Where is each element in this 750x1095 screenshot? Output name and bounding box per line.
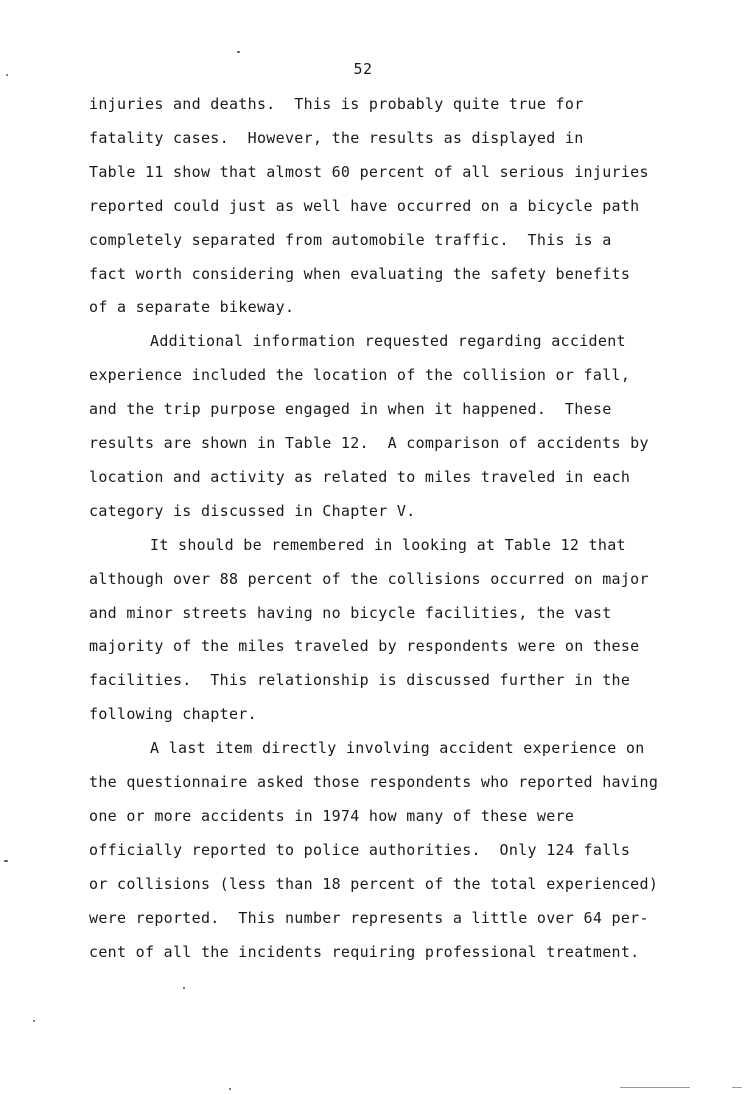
text-line: location and activity as related to miles traveled in each xyxy=(89,467,631,486)
text-line: fatality cases. However, the results as displayed in xyxy=(89,128,584,147)
scan-speck xyxy=(237,51,240,53)
text-line: It should be remembered in looking at Table 12 that xyxy=(150,535,626,554)
text-line: following chapter. xyxy=(89,705,257,724)
scan-speck xyxy=(229,1088,231,1090)
text-line: category is discussed in Chapter V. xyxy=(89,501,416,520)
text-line: majority of the miles traveled by respondents were on these xyxy=(89,637,640,656)
scan-speck xyxy=(4,860,8,862)
text-line: Additional information requested regarding accident xyxy=(150,332,626,351)
text-line: completely separated from automobile traffic. This is a xyxy=(89,230,612,249)
text-line: or collisions (less than 18 percent of the total experienced) xyxy=(89,874,659,893)
text-line: the questionnaire asked those respondents who reported having xyxy=(89,773,659,791)
text-line: results are shown in Table 12. A comparison of accidents by xyxy=(89,434,649,452)
text-line: experience included the location of the collision or fall, xyxy=(89,366,631,385)
text-line: and minor streets having no bicycle facilities, the vast xyxy=(89,603,612,622)
scan-speck xyxy=(33,1020,35,1022)
text-line: officially reported to police authorities. Only 124 falls xyxy=(89,840,631,859)
text-line: although over 88 percent of the collisions occurred on major xyxy=(89,569,649,588)
page-number: 52 xyxy=(353,60,373,78)
text-line: were reported. This number represents a little over 64 per- xyxy=(89,908,649,927)
text-line: Table 11 show that almost 60 percent of all serious injuries xyxy=(89,162,649,181)
scan-speck xyxy=(183,987,185,989)
text-line: injuries and deaths. This is probably quite true for xyxy=(89,95,584,113)
scan-speck xyxy=(620,1087,690,1088)
scan-speck xyxy=(732,1087,742,1088)
text-line: cent of all the incidents requiring professional treatment. xyxy=(89,942,640,961)
text-line: fact worth considering when evaluating the safety benefits xyxy=(89,264,631,283)
text-line: one or more accidents in 1974 how many of these were xyxy=(89,806,575,825)
text-line: reported could just as well have occurred on a bicycle path xyxy=(89,196,640,215)
text-line: facilities. This relationship is discussed further in the xyxy=(89,671,631,690)
text-line: A last item directly involving accident experience on xyxy=(150,739,645,758)
scan-speck xyxy=(6,74,8,76)
text-line: of a separate bikeway. xyxy=(89,298,295,317)
text-line: and the trip purpose engaged in when it happened. These xyxy=(89,400,612,419)
